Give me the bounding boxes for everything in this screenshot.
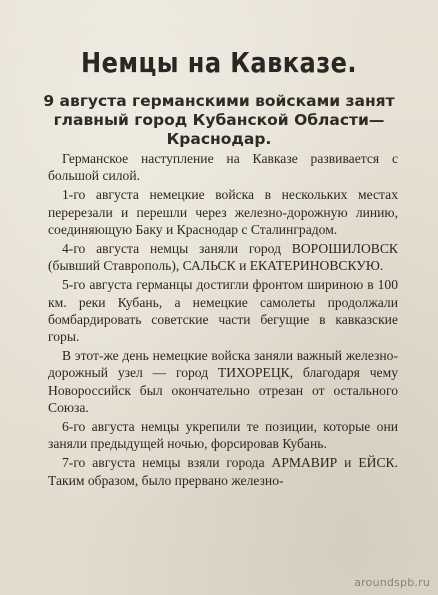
paragraph: 7-го августа немцы взяли города АРМАВИР и ЕЙСК. Таким образом, было прервано железно-	[48, 455, 398, 488]
site-watermark: aroundspb.ru	[354, 576, 430, 589]
paragraph: 6-го августа немцы укрепили те позиции, которые они заняли предыдущей ночью, форсировав Кубань.	[48, 419, 398, 452]
article-body	[48, 150, 398, 491]
paragraph: Германское наступление на Кавказе развивается с большой силой.	[48, 151, 398, 184]
paragraph: 5-го августа германцы достигли фронтом шириною в 100 км. реки Кубань, а немецкие самолеты продолжали бомбардировать советские части бегущие в кавказские горы.	[48, 277, 398, 345]
page-title: Немцы на Кавказе.	[80, 46, 357, 79]
paragraph: 1-го августа немецкие войска в нескольких местах перерезали и перешли через железно-дорожную линию, соединяющую Баку и Краснодар с Сталинградом.	[48, 187, 398, 237]
paragraph: В этот-же день немецкие войска заняли важный железно-дорожный узел — город ТИХОРЕЦК, благодаря чему Новороссийск был окончательно отрезан от остального Союза.	[48, 348, 398, 415]
headline-subtitle: 9 августа германскими войсками занят главный город Кубанской Области—Краснодар.	[43, 92, 395, 148]
paragraph: 4-го августа немцы заняли город ВОРОШИЛОВСК (бывший Ставрополь), САЛЬСК и ЕКАТЕРИНОВСКУЮ.	[48, 241, 398, 274]
